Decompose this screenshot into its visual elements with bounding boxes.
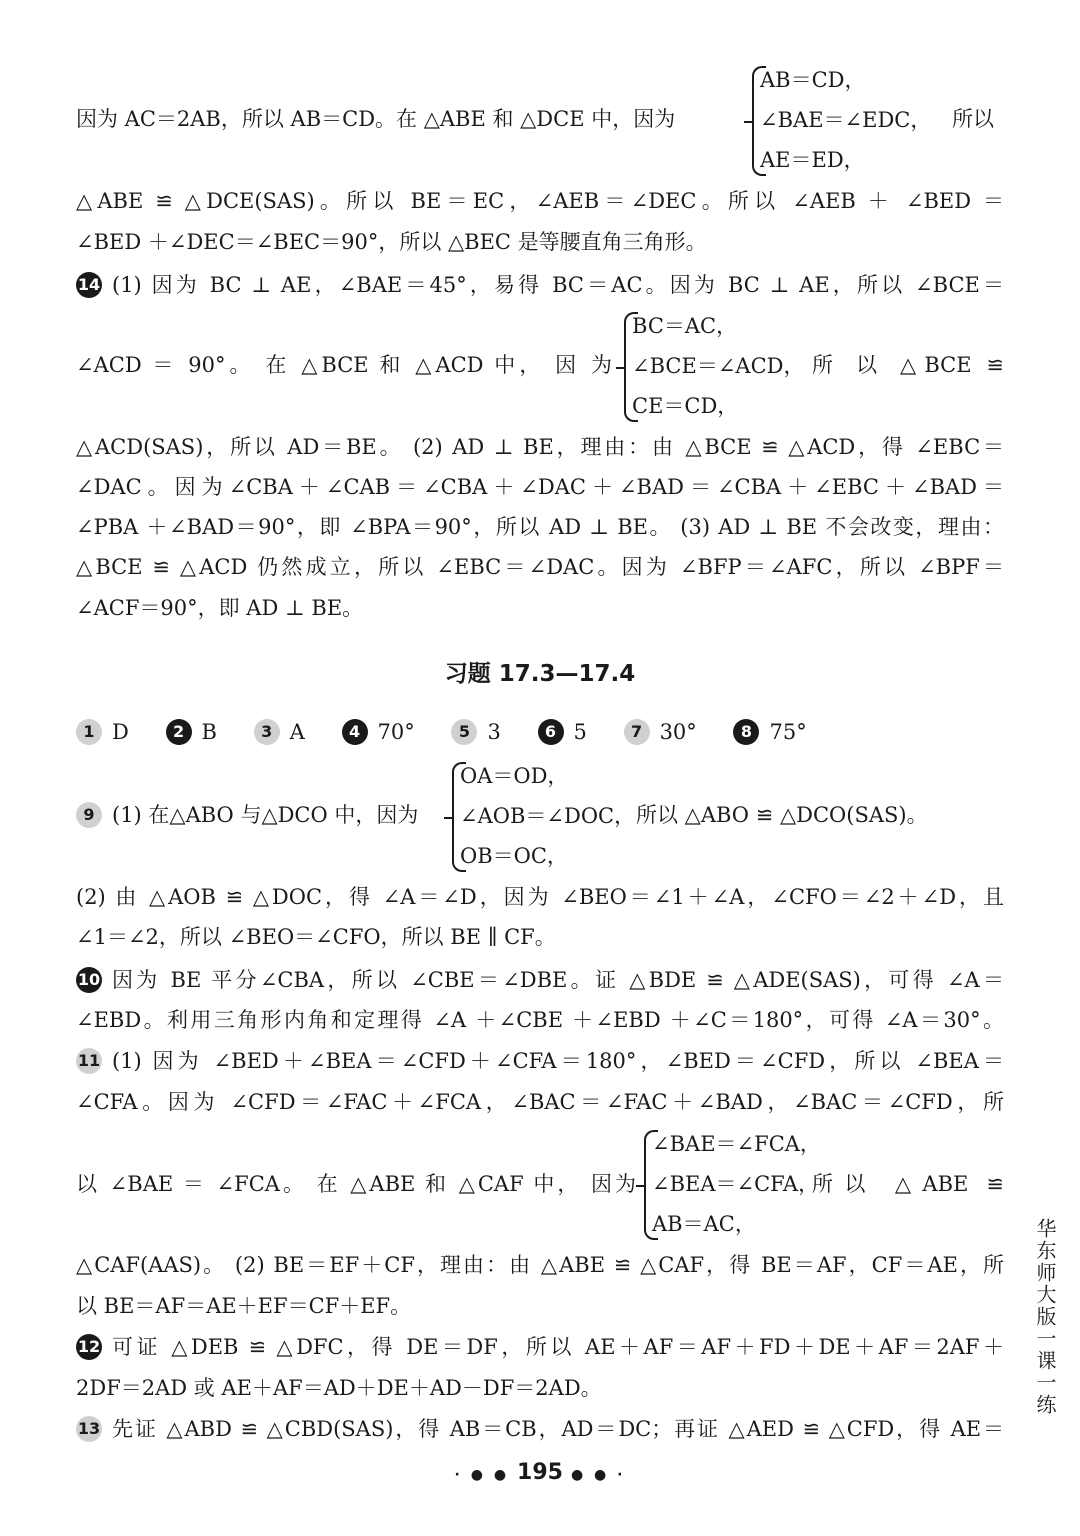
answer-value: A <box>289 720 305 744</box>
answer-item <box>166 716 217 748</box>
question-number-badge: 4 <box>342 719 368 745</box>
text-line: (1) 在△ABO 与△DCO 中，因为 <box>112 803 419 827</box>
question-number-badge: 11 <box>76 1048 102 1074</box>
system-row: OA＝OD， <box>460 764 569 788</box>
text-line: ∠ACD ＝ 90°。 在 △BCE 和 △ACD 中， 因 为 <box>76 353 612 377</box>
system-row: BC＝AC， <box>632 314 738 338</box>
section-title: 习题 17.3—17.4 <box>444 661 636 687</box>
system-row: AB＝CD， <box>760 68 866 92</box>
text-line: (1) 因为 ∠BED＋∠BEA＝∠CFD＋∠CFA＝180°，∠BED＝∠CFD，所以 ∠BEA＝ <box>112 1049 1004 1073</box>
text-line: 因为 BE 平分∠CBA，所以 ∠CBE＝∠DBE。证 △BDE ≌ △ADE(SAS)，可得 ∠A＝ <box>112 968 1004 992</box>
page-number: 195 <box>517 1460 563 1485</box>
question-number-badge: 13 <box>76 1416 102 1442</box>
system-row: CE＝CD， <box>632 394 739 418</box>
text-line: ∠ACF＝90°，即 AD ⊥ BE。 <box>76 596 364 620</box>
decorative-dots: ● ● · <box>570 1467 626 1483</box>
question-number-badge: 8 <box>733 719 759 745</box>
text-line: 所 以 △BCE ≌ <box>812 353 1004 377</box>
text-line: ∠1＝∠2，所以 ∠BEO＝∠CFO，所以 BE ∥ CF。 <box>76 925 556 949</box>
system-row: ∠BAE＝∠FCA， <box>652 1132 821 1156</box>
question-number-badge: 5 <box>451 719 477 745</box>
text-line: 所以 <box>952 107 994 131</box>
text-line: ∠EBD。利用三角形内角和定理得 ∠A ＋∠CBE ＋∠EBD ＋∠C＝180°，可得 ∠A＝30°。 <box>76 1008 1004 1032</box>
answer-item <box>76 716 129 748</box>
equation-system <box>638 1124 821 1244</box>
answer-value: 75° <box>769 720 807 744</box>
answer-item <box>254 716 305 748</box>
text-line: 以 ∠BAE ＝ ∠FCA。 在 △ABE 和 △CAF 中， 因为 <box>76 1172 636 1196</box>
text-line: 可证 △DEB ≌ △DFC，得 DE＝DF，所以 AE＋AF＝AF＋FD＋DE＋AF＝2AF＋ <box>112 1335 1004 1359</box>
answer-item <box>451 716 500 748</box>
text-line: (2) 由 △AOB ≌ △DOC，得 ∠A＝∠D，因为 ∠BEO＝∠1＋∠A，∠CFO＝∠2＋∠D，且 <box>76 885 1004 909</box>
text-line: ∠DAC。因为∠CBA＋∠CAB＝∠CBA＋∠DAC＋∠BAD＝∠CBA＋∠EBC＋∠BAD＝ <box>76 475 1004 499</box>
text-line: ∠BED ＋∠DEC＝∠BEC＝90°，所以 △BEC 是等腰直角三角形。 <box>76 230 707 254</box>
question-number-badge: 14 <box>76 272 102 298</box>
question-number-badge: 7 <box>624 719 650 745</box>
text-line: 2DF＝2AD 或 AE＋AF＝AD＋DE＋AD－DF＝2AD。 <box>76 1376 602 1400</box>
page-number-footer <box>0 1460 1080 1485</box>
decorative-dots: · ● ● <box>454 1467 510 1483</box>
text-line: △CAF(AAS)。 (2) BE＝EF＋CF，理由：由 △ABE ≌ △CAF，得 BE＝AF，CF＝AE，所 <box>76 1253 1004 1277</box>
text-line: ∠CFA。因为 ∠CFD＝∠FAC＋∠FCA，∠BAC＝∠FAC＋∠BAD，∠BAC＝∠CFD，所 <box>76 1090 1004 1114</box>
system-row: AE＝ED， <box>760 148 865 172</box>
answer-value: B <box>201 720 217 744</box>
equation-system <box>446 756 635 876</box>
answer-value: 3 <box>487 720 501 744</box>
question-number-badge: 9 <box>76 802 102 828</box>
text-line: △ACD(SAS)，所以 AD＝BE。 (2) AD ⊥ BE，理由：由 △BCE ≌ △ACD，得 ∠EBC＝ <box>76 435 1004 459</box>
text-line: (1) 因为 BC ⊥ AE，∠BAE＝45°，易得 BC＝AC。因为 BC ⊥ AE，所以 ∠BCE＝ <box>112 273 1004 297</box>
answer-value: 30° <box>659 720 697 744</box>
system-row: ∠BCE＝∠ACD， <box>632 354 805 378</box>
system-row: ∠AOB＝∠DOC， <box>460 804 636 828</box>
text-line: 所以 △ABE ≌ <box>812 1172 1004 1196</box>
answer-item <box>733 716 806 748</box>
text-line: 因为 AC＝2AB，所以 AB＝CD。在 △ABE 和 △DCE 中，因为 <box>76 107 676 131</box>
text-line: △ABE ≌ △DCE(SAS)。所以 BE＝EC，∠AEB＝∠DEC。所以 ∠AEB ＋ ∠BED ＝ <box>76 189 1004 213</box>
text-line: 所以 △ABO ≌ △DCO(SAS)。 <box>636 803 928 827</box>
text-line: 先证 △ABD ≌ △CBD(SAS)，得 AB＝CB，AD＝DC；再证 △AED ≌ △CFD，得 AE＝ <box>112 1417 1004 1441</box>
answer-value: D <box>112 720 129 744</box>
text-line: △BCE ≌ △ACD 仍然成立，所以 ∠EBC＝∠DAC。因为 ∠BFP＝∠AFC，所以 ∠BPF＝ <box>76 555 1004 579</box>
answer-item <box>538 716 587 748</box>
system-row: ∠BEA＝∠CFA， <box>652 1172 820 1196</box>
text-line: ∠PBA ＋∠BAD＝90°，即 ∠BPA＝90°，所以 AD ⊥ BE。 (3) AD ⊥ BE 不会改变，理由： <box>76 515 1004 539</box>
text-line: 以 BE＝AF＝AE＋EF＝CF＋EF。 <box>76 1294 412 1318</box>
system-row: AB＝AC， <box>652 1212 756 1236</box>
question-number-badge: 2 <box>166 719 192 745</box>
system-row: OB＝OC， <box>460 844 568 868</box>
answers-row <box>76 716 837 748</box>
answer-value: 5 <box>573 720 587 744</box>
answer-item <box>342 716 415 748</box>
answer-value: 70° <box>377 720 415 744</box>
question-number-badge: 1 <box>76 719 102 745</box>
question-number-badge: 6 <box>538 719 564 745</box>
equation-system <box>746 60 931 180</box>
side-text: 华东师大版一课一练 <box>1033 1218 1057 1416</box>
equation-system <box>618 306 804 426</box>
question-number-badge: 3 <box>254 719 280 745</box>
answer-item <box>624 716 697 748</box>
question-number-badge: 10 <box>76 967 102 993</box>
question-number-badge: 12 <box>76 1334 102 1360</box>
system-row: ∠BAE＝∠EDC， <box>760 108 932 132</box>
